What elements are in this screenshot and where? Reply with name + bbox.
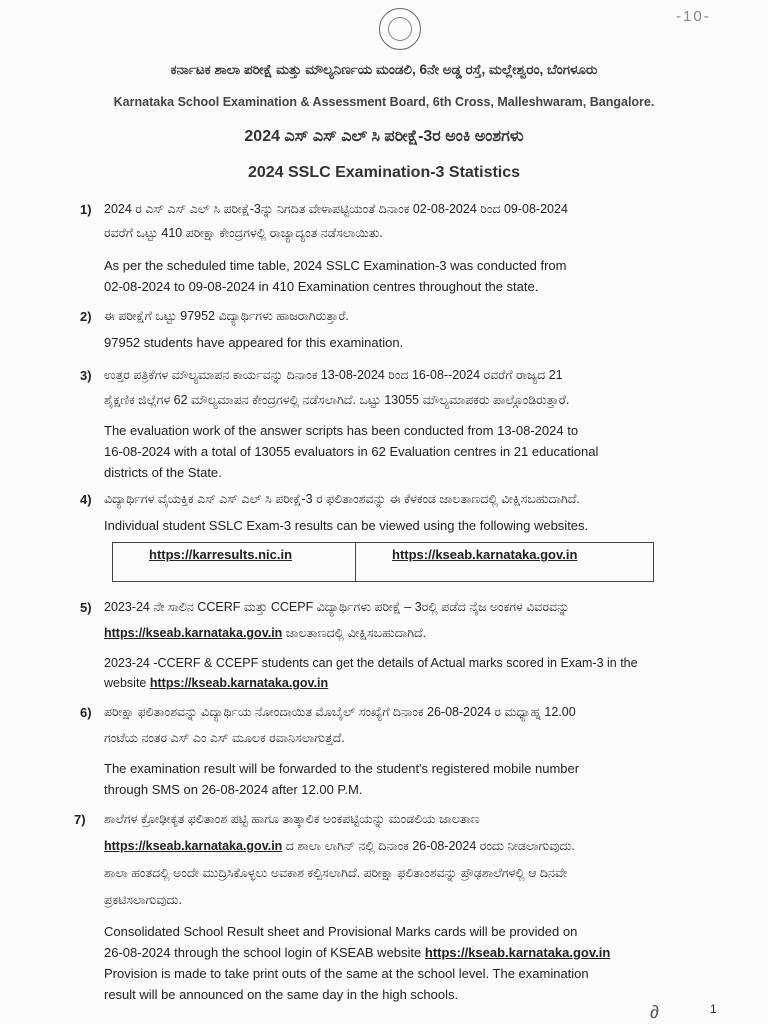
item-3-kn-line-1: ಉತ್ತರ ಪತ್ರಿಕೆಗಳ ಮೌಲ್ಯಮಾಪನ ಕಾರ್ಯವನ್ನು ದಿನಾಂಕ 13-08-2024 ರಿಂದ 16-08--2024 ರವರೆಗೆ ರಾಜ್ಯದ 21 bbox=[104, 368, 563, 382]
item-1-en-line-1: As per the scheduled time table, 2024 SSLC Examination-3 was conducted from bbox=[104, 258, 567, 273]
item-7-kn-line-3: ಶಾಲಾ ಹಂತದಲ್ಲಿ ಅಂದೇ ಮುದ್ರಿಸಿಕೊಳ್ಳಲು ಅವಕಾಶ ಕಲ್ಪಿಸಲಾಗಿದೆ. ಪರೀಕ್ಷಾ ಫಲಿತಾಂಶವನ್ನು ಪ್ರೌಢಶಾಲೆಗಳಲ್ಲಿ ಆ ದಿನವೇ bbox=[104, 866, 568, 880]
kannada-title: 2024 ಎಸ್ ಎಸ್ ಎಲ್ ಸಿ ಪರೀಕ್ಷೆ-3ರ ಅಂಕಿ ಅಂಶಗಳು bbox=[244, 128, 524, 145]
board-seal-icon bbox=[379, 8, 421, 50]
item-5-kn-line-2: https://kseab.karnataka.gov.in ಜಾಲತಾಣದಲ್ಲಿ ವೀಕ್ಷಿಸಬಹುದಾಗಿದೆ. bbox=[104, 626, 427, 640]
kseab-link[interactable]: https://kseab.karnataka.gov.in bbox=[104, 839, 283, 853]
item-3-en-line-2: 16-08-2024 with a total of 13055 evaluators in 62 Evaluation centres in 21 educational bbox=[104, 444, 599, 459]
kannada-address: ಕರ್ನಾಟಕ ಶಾಲಾ ಪರೀಕ್ಷೆ ಮತ್ತು ಮೌಲ್ಯನಿರ್ಣಯ ಮಂಡಲಿ, 6ನೇ ಅಡ್ಡ ರಸ್ತೆ, ಮಲ್ಲೇಶ್ವರಂ, ಬೆಂಗಳೂರು bbox=[170, 62, 598, 77]
item-3-en-line-1: The evaluation work of the answer scripts has been conducted from 13-08-2024 to bbox=[104, 423, 579, 438]
item-7-kn-line-1: ಶಾಲೆಗಳ ಕ್ರೋಢೀಕೃತ ಫಲಿತಾಂಶ ಪಟ್ಟಿ ಹಾಗೂ ತಾತ್ಕಾಲಿಕ ಅಂಕಪಟ್ಟಿಯನ್ನು ಮಂಡಲಿಯ ಜಾಲತಾಣ bbox=[104, 812, 480, 826]
item-5-kn-line-1: 2023-24 ನೇ ಸಾಲಿನ CCERF ಮತ್ತು CCEPF ವಿದ್ಯಾರ್ಥಿಗಳು ಪರೀಕ್ಷೆ – 3ರಲ್ಲಿ ಪಡೆದ ನೈಜ ಅಂಕಗಳ ವಿವರವನ್ನು bbox=[104, 600, 570, 614]
kseab-link[interactable]: https://kseab.karnataka.gov.in bbox=[392, 547, 578, 562]
page-number-bottom: 1 bbox=[710, 1002, 717, 1016]
item-7-en-line-1: Consolidated School Result sheet and Provisional Marks cards will be provided on bbox=[104, 924, 578, 939]
item-1-kn-line-1: 2024 ರ ಎಸ್ ಎಸ್ ಎಲ್ ಸಿ ಪರೀಕ್ಷೆ-3ನ್ನು ನಿಗದಿತ ವೇಳಾಪಟ್ಟಿಯಂತೆ ದಿನಾಂಕ 02-08-2024 ರಿಂದ 09-08-2024 bbox=[104, 202, 568, 216]
item-number: 3) bbox=[80, 368, 92, 383]
item-2-kn-line-1: ಈ ಪರೀಕ್ಷೆಗೆ ಒಟ್ಟು 97952 ವಿದ್ಯಾರ್ಥಿಗಳು ಹಾಜರಾಗಿರುತ್ತಾರೆ. bbox=[104, 309, 349, 323]
item-2-en-line-1: 97952 students have appeared for this examination. bbox=[104, 335, 404, 350]
item-6-kn-line-2: ಗಂಟೆಯ ನಂತರ ಎಸ್ ಎಂ ಎಸ್ ಮೂಲಕ ರವಾನಿಸಲಾಗುತ್ತದೆ. bbox=[104, 731, 345, 745]
item-number: 6) bbox=[80, 705, 92, 720]
results-links-table bbox=[112, 542, 654, 582]
item-6-en-line-2: through SMS on 26-08-2024 after 12.00 P.M. bbox=[104, 782, 363, 797]
kseab-link[interactable]: https://kseab.karnataka.gov.in bbox=[104, 626, 283, 640]
item-1-kn-line-2: ರವರೆಗೆ ಒಟ್ಟು 410 ಪರೀಕ್ಷಾ ಕೇಂದ್ರಗಳಲ್ಲಿ ರಾಜ್ಯಾದ್ಯಂತ ನಡೆಸಲಾಯಿತು. bbox=[104, 226, 383, 240]
kseab-link[interactable]: https://kseab.karnataka.gov.in bbox=[149, 676, 329, 690]
signature-mark-icon: ∂ bbox=[650, 1002, 659, 1022]
item-7-en-line-2: 26-08-2024 through the school login of KSEAB website https://kseab.karnataka.gov.in bbox=[104, 945, 611, 960]
kseab-link[interactable]: https://kseab.karnataka.gov.in bbox=[424, 945, 611, 960]
item-number: 4) bbox=[80, 492, 92, 507]
page-number-top: -10- bbox=[676, 8, 711, 25]
karresults-link[interactable]: https://karresults.nic.in bbox=[113, 543, 356, 581]
item-number: 2) bbox=[80, 309, 92, 324]
item-5-en-line-2: website https://kseab.karnataka.gov.in bbox=[104, 676, 329, 690]
item-3-en-line-3: districts of the State. bbox=[104, 465, 222, 480]
item-7-kn-line-4: ಪ್ರಕಟಿಸಲಾಗುವುದು. bbox=[104, 893, 182, 907]
english-title: 2024 SSLC Examination-3 Statistics bbox=[247, 164, 521, 181]
item-7-kn-line-2: https://kseab.karnataka.gov.in ದ ಶಾಲಾ ಲಾಗಿನ್ ನಲ್ಲಿ ದಿನಾಂಕ 26-08-2024 ರಂದು ನೀಡಲಾಗುವುದು. bbox=[104, 839, 575, 853]
english-address: Karnataka School Examination & Assessment Board, 6th Cross, Malleshwaram, Bangalore. bbox=[113, 95, 655, 109]
item-5-en-line-1: 2023-24 -CCERF & CCEPF students can get the details of Actual marks scored in Exam-3 in the bbox=[104, 656, 638, 670]
item-6-en-line-1: The examination result will be forwarded to the student's registered mobile number bbox=[104, 761, 580, 776]
item-1-en-line-2: 02-08-2024 to 09-08-2024 in 410 Examination centres throughout the state. bbox=[104, 279, 539, 294]
item-7-en-line-3: Provision is made to take print outs of the same at the school level. The examination bbox=[104, 966, 589, 981]
item-4-kn-line-1: ವಿದ್ಯಾರ್ಥಿಗಳ ವೈಯಕ್ತಿಕ ಎಸ್ ಎಸ್ ಎಲ್ ಸಿ ಪರೀಕ್ಷೆ-3 ರ ಫಲಿತಾಂಶವನ್ನು ಈ ಕೆಳಕಂಡ ಜಾಲತಾಣದಲ್ಲಿ ವೀಕ್ಷಿಸಬಹುದಾಗಿದೆ. bbox=[104, 492, 580, 506]
item-6-kn-line-1: ಪರೀಕ್ಷಾ ಫಲಿತಾಂಶವನ್ನು ವಿದ್ಯಾರ್ಥಿಯ ನೋಂದಾಯಿತ ಮೊಬೈಲ್ ಸಂಖ್ಯೆಗೆ ದಿನಾಂಕ 26-08-2024 ರ ಮಧ್ಯಾಹ್ನ 12.00 bbox=[104, 705, 576, 719]
item-number: 1) bbox=[80, 202, 92, 217]
item-number: 5) bbox=[80, 600, 92, 615]
item-number: 7) bbox=[74, 812, 86, 827]
item-3-kn-line-2: ಶೈಕ್ಷಣಿಕ ಜಿಲ್ಲೆಗಳ 62 ಮೌಲ್ಯಮಾಪನ ಕೇಂದ್ರಗಳಲ್ಲಿ ನಡೆಸಲಾಗಿದೆ. ಒಟ್ಟು 13055 ಮೌಲ್ಯಮಾಪಕರು ಪಾಲ್ಗೊಂಡಿರುತ್ತಾರೆ. bbox=[104, 393, 570, 407]
item-7-en-line-4: result will be announced on the same day in the high schools. bbox=[104, 987, 459, 1002]
item-4-en-line-1: Individual student SSLC Exam-3 results can be viewed using the following websites. bbox=[104, 518, 589, 533]
